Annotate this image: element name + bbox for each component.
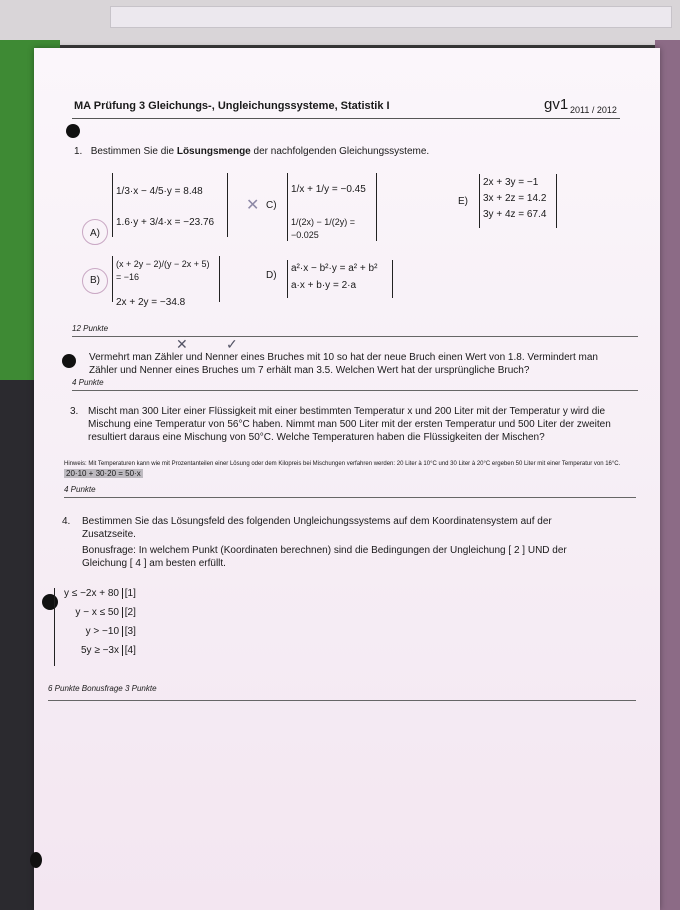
punch-hole-bottom	[30, 852, 42, 868]
q1-label-b: B)	[90, 275, 100, 286]
system-c-eq2: 1/(2x) − 1/(2y) = −0.025	[291, 217, 356, 240]
q3-number: 3.	[70, 406, 79, 417]
school-year: 2011 / 2012	[570, 105, 617, 115]
q1-prompt: 1. Bestimmen Sie die Lösungsmenge der nachfolgenden Gleichungssysteme.	[74, 146, 430, 157]
inequality-2: y − x ≤ 50 [2]	[75, 607, 136, 618]
inequality-system	[54, 588, 145, 666]
system-d	[287, 260, 393, 298]
q3-hint-formula: 20·10 + 30·20 = 50·x	[66, 469, 141, 478]
q3-hint-text: Hinweis: Mit Temperaturen kann wie mit Prozentanteilen einer Lösung oder dem Kilopreis bei Mischungen verfahren werden: 20 Liter à 10°C und 30 Liter à 20°C ergeben 50 Liter mit einer Temperatur von 16°C.	[64, 461, 621, 467]
q1-rule	[72, 336, 638, 337]
system-a	[112, 173, 228, 237]
q1-points: 12 Punkte	[72, 324, 109, 333]
inequality-3: y > −10 [3]	[85, 626, 136, 637]
handwritten-x-mark-q2: ✕	[176, 336, 188, 352]
label-circle-b	[82, 268, 108, 294]
q4-text: Bestimmen Sie das Lösungsfeld des folgenden Ungleichungssystems auf dem Koordinatensystem auf der Zusatzseite.	[82, 516, 552, 540]
q1-label-a: A)	[90, 228, 100, 239]
system-d-eq2: a·x + b·y = 2·a	[291, 280, 357, 291]
header-rule	[72, 118, 620, 119]
system-e-eq2: 3x + 2z = 14.2	[483, 193, 547, 204]
inequality-4: 5y ≥ −3x [4]	[80, 645, 136, 656]
system-e-eq1: 2x + 3y = −1	[483, 177, 539, 188]
q1-number: 1.	[74, 146, 83, 157]
q1-label-e: E)	[458, 196, 468, 207]
q2-rule	[72, 390, 638, 391]
label-circle-a	[82, 219, 108, 245]
system-b-eq1: (x + 2y − 2)/(y − 2x + 5) = −16	[116, 259, 210, 282]
q2-points: 4 Punkte	[72, 378, 104, 387]
system-a-eq2: 1.6·y + 3/4·x = −23.76	[116, 217, 215, 228]
q1-label-d: D)	[266, 270, 277, 281]
inequality-1: y ≤ −2x + 80 [1]	[64, 588, 136, 599]
system-e-eq3: 3y + 4z = 67.4	[483, 209, 547, 220]
system-c	[287, 173, 377, 241]
keyboard-edge	[110, 6, 672, 28]
system-e	[479, 174, 557, 228]
system-d-eq1: a²·x − b²·y = a² + b²	[291, 263, 378, 274]
exam-sheet	[34, 48, 660, 910]
q3-hint	[64, 460, 632, 480]
system-b-eq2: 2x + 2y = −34.8	[116, 297, 186, 308]
punch-hole-middle	[62, 354, 76, 368]
q2-text: Vermehrt man Zähler und Nenner eines Bruches mit 10 so hat der neue Bruch einen Wert von 1.8. Vermindert man Zähler und Nenner eines Bruches um 7 erhält man 3.5. Welchen Wert hat der ursprüngliche Bruch?	[89, 352, 598, 376]
q4-points: 6 Punkte Bonusfrage 3 Punkte	[48, 684, 157, 693]
system-a-eq1: 1/3·x − 4/5·y = 8.48	[116, 186, 203, 197]
q4-bonus: Bonusfrage: In welchem Punkt (Koordinaten berechnen) sind die Bedingungen der Ungleichung [ 2 ] UND der Gleichung [ 4 ] am besten erfüllt.	[82, 545, 567, 569]
q4-number: 4.	[62, 516, 71, 527]
handwritten-check-mark-q2: ✓	[226, 336, 238, 352]
q1-label-c: C)	[266, 200, 277, 211]
q3-rule	[64, 497, 636, 498]
punch-hole-top	[66, 124, 80, 138]
exam-code: gv1	[544, 96, 569, 113]
q4-rule	[48, 700, 636, 701]
q3-points: 4 Punkte	[64, 485, 96, 494]
exam-title: MA Prüfung 3 Gleichungs-, Ungleichungssysteme, Statistik I	[74, 100, 390, 112]
system-b	[112, 256, 220, 308]
system-c-eq1: 1/x + 1/y = −0.45	[291, 184, 366, 195]
handwritten-x-mark-c: ✕	[246, 197, 260, 214]
q3-text: Mischt man 300 Liter einer Flüssigkeit mit einer bestimmten Temperatur x und 200 Liter mit der Temperatur y wird die Mischung eine Temperatur von 56°C haben. Nimmt man 500 Liter mit der ersten Temperatur und 500 Liter der zweiten resultiert daraus eine Mischung von 50°C. Welche Temperaturen haben die Flüssigkeiten der Mischen?	[88, 406, 611, 443]
